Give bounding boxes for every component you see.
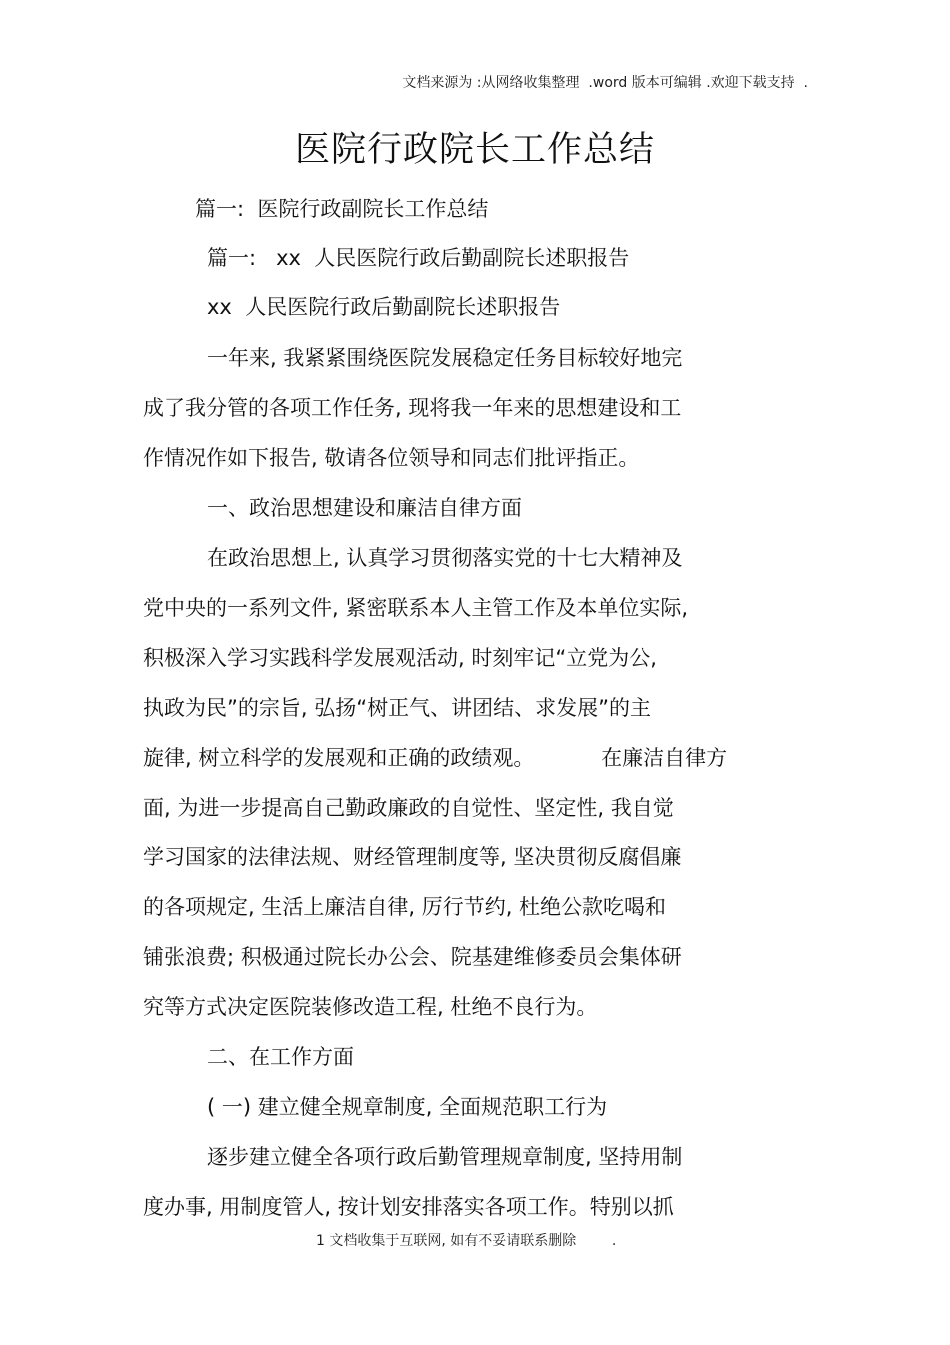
body-line: 一年来, 我紧紧围绕医院发展稳定任务目标较好地完 bbox=[207, 346, 683, 370]
body-line: 学习国家的法律法规、财经管理制度等, 坚决贯彻反腐倡廉 bbox=[143, 845, 682, 869]
header-note: 文档来源为 :从网络收集整理 .word 版本可编辑 .欢迎下载支持 . bbox=[402, 75, 808, 91]
body-line: 的各项规定, 生活上廉洁自律, 厉行节约, 杜绝公款吃喝和 bbox=[143, 895, 667, 919]
body-line: xx 人民医院行政后勤副院长述职报告 bbox=[207, 295, 561, 319]
body-line: 旋律, 树立科学的发展观和正确的政绩观。 在廉洁自律方 bbox=[143, 746, 728, 770]
body-line: 究等方式决定医院装修改造工程, 杜绝不良行为。 bbox=[143, 995, 598, 1019]
body-line: 积极深入学习实践科学发展观活动, 时刻牢记“立党为公, bbox=[143, 646, 657, 670]
body-line: 铺张浪费; 积极通过院长办公会、院基建维修委员会集体研 bbox=[143, 945, 682, 969]
body-line: 执政为民”的宗旨, 弘扬“树正气、讲团结、求发展”的主 bbox=[143, 696, 651, 720]
section-heading: 二、在工作方面 bbox=[207, 1045, 354, 1069]
footer-note: 1 文档收集于互联网, 如有不妥请联系删除 . bbox=[316, 1233, 617, 1249]
body-line: 作情况作如下报告, 敬请各位领导和同志们批评指正。 bbox=[143, 446, 640, 470]
body-line: 篇一: xx 人民医院行政后勤副院长述职报告 bbox=[207, 246, 630, 270]
body-line: 度办事, 用制度管人, 按计划安排落实各项工作。特别以抓 bbox=[143, 1195, 674, 1219]
body-line: 成了我分管的各项工作任务, 现将我一年来的思想建设和工 bbox=[143, 396, 682, 420]
body-line: 在政治思想上, 认真学习贯彻落实党的十七大精神及 bbox=[207, 546, 683, 570]
document-title: 医院行政院长工作总结 bbox=[294, 130, 655, 170]
section-heading: 一、政治思想建设和廉洁自律方面 bbox=[207, 496, 522, 520]
body-line: 党中央的一系列文件, 紧密联系本人主管工作及本单位实际, bbox=[143, 596, 689, 620]
body-line: 逐步建立健全各项行政后勤管理规章制度, 坚持用制 bbox=[207, 1145, 683, 1169]
subsection-heading: ( 一) 建立健全规章制度, 全面规范职工行为 bbox=[207, 1095, 608, 1119]
body-line: 面, 为进一步提高自己勤政廉政的自觉性、坚定性, 我自觉 bbox=[143, 796, 674, 820]
body-line: 篇一: 医院行政副院长工作总结 bbox=[195, 197, 489, 221]
